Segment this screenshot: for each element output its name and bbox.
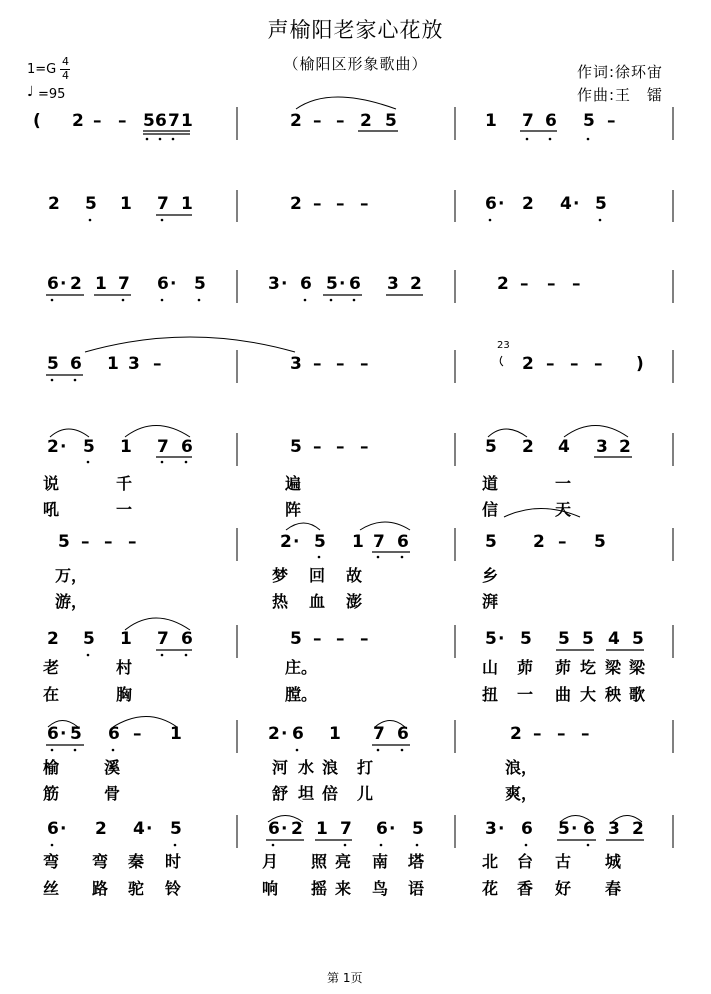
note: 1 xyxy=(120,629,132,649)
note: 5 xyxy=(83,629,95,649)
note: · xyxy=(573,194,580,214)
note: 6 xyxy=(181,629,193,649)
note: 5 xyxy=(85,194,97,214)
note: 5 xyxy=(520,629,532,649)
note: 5 xyxy=(485,629,497,649)
lyric-syllable: 鸟 xyxy=(372,879,389,898)
tempo-marking: =95 xyxy=(38,87,66,102)
note: – xyxy=(336,194,345,214)
note: – xyxy=(557,724,566,744)
note: 5 xyxy=(326,274,338,294)
lyric-syllable: 澎 xyxy=(346,592,363,611)
lyric-syllable: 摇 xyxy=(311,879,328,898)
note: 5 xyxy=(83,437,95,457)
note: 2 xyxy=(619,437,631,457)
note: 4 xyxy=(560,194,572,214)
note: 2 xyxy=(268,724,280,744)
note: · xyxy=(571,819,578,839)
lyric-syllable: 驼 xyxy=(128,879,145,898)
lyric-syllable: 花 xyxy=(482,879,499,898)
lyric-syllable: 梁 xyxy=(605,658,622,677)
lyric-syllable: 曲 xyxy=(555,685,572,704)
note: · xyxy=(281,274,288,294)
note: · xyxy=(498,819,505,839)
note: – xyxy=(546,354,555,374)
note: 3 xyxy=(485,819,497,839)
note: 6 xyxy=(155,111,167,131)
lyric-syllable: 路 xyxy=(92,879,109,898)
note: 5 xyxy=(595,194,607,214)
lyric-syllable: 千 xyxy=(116,474,133,493)
note: 3 xyxy=(387,274,399,294)
note: 2 xyxy=(290,194,302,214)
grace-note: 23 xyxy=(497,340,510,351)
song-title: 声榆阳老家心花放 xyxy=(267,18,444,42)
lyric-syllable: 弯 xyxy=(43,852,60,871)
note: 5 xyxy=(594,532,606,552)
note: 6 xyxy=(47,819,59,839)
lyric-syllable: 语 xyxy=(408,879,425,898)
note: 6 xyxy=(157,274,169,294)
note: 6 xyxy=(108,724,120,744)
lyric-syllable: 铃 xyxy=(165,879,182,898)
note: – xyxy=(336,354,345,374)
note: 7 xyxy=(522,111,534,131)
note: 7 xyxy=(157,629,169,649)
note: 1 xyxy=(181,111,193,131)
note: · xyxy=(339,274,346,294)
note: 2 xyxy=(522,354,534,374)
note: – xyxy=(313,194,322,214)
lyric-syllable: 热 xyxy=(272,592,289,611)
note: 1 xyxy=(95,274,107,294)
note: 6 xyxy=(181,437,193,457)
note: 7 xyxy=(168,111,180,131)
note: · xyxy=(498,629,505,649)
note: – xyxy=(360,354,369,374)
note: – xyxy=(313,437,322,457)
lyric-syllable: 乡 xyxy=(482,566,499,585)
note: 5 xyxy=(485,532,497,552)
note: – xyxy=(336,111,345,131)
lyric-syllable: 春 xyxy=(605,879,622,898)
note: 1 xyxy=(120,194,132,214)
note: 7 xyxy=(157,194,169,214)
note: 2 xyxy=(48,194,60,214)
note: 6 xyxy=(397,724,409,744)
note: · xyxy=(60,724,67,744)
note: 2 xyxy=(70,274,82,294)
note: · xyxy=(498,194,505,214)
lyric-syllable: 茆 xyxy=(555,658,572,677)
note: – xyxy=(558,532,567,552)
note: – xyxy=(313,354,322,374)
note: 3 xyxy=(596,437,608,457)
lyric-syllable: 信 xyxy=(482,500,499,519)
lyric-syllable: 亮 xyxy=(335,852,352,871)
lyric-syllable: 梁 xyxy=(629,658,646,677)
lyric-syllable: 阵 xyxy=(285,500,302,519)
note: 5 xyxy=(290,437,302,457)
note: 1 xyxy=(181,194,193,214)
composer-credit: 作曲:王 镭 xyxy=(577,86,664,104)
note: 5 xyxy=(314,532,326,552)
note: · xyxy=(281,724,288,744)
note: 5 xyxy=(194,274,206,294)
note: · xyxy=(281,819,288,839)
lyric-syllable: 胸 xyxy=(116,685,133,704)
note: 5 xyxy=(558,819,570,839)
lyric-syllable: 好 xyxy=(555,879,572,898)
note: – xyxy=(570,354,579,374)
note: ( xyxy=(33,111,41,131)
quarter-note-icon: ♩ xyxy=(27,84,34,100)
lyric-syllable: 儿 xyxy=(357,784,374,803)
note: 7 xyxy=(157,437,169,457)
lyric-syllable: 骨 xyxy=(104,784,121,803)
note: 5 xyxy=(558,629,570,649)
lyric-syllable: 天 xyxy=(555,500,572,519)
note: 1 xyxy=(329,724,341,744)
note: 7 xyxy=(373,532,385,552)
lyric-syllable: 浪 xyxy=(322,758,339,777)
key-signature: 1=G xyxy=(27,62,57,77)
note: 5 xyxy=(170,819,182,839)
lyric-syllable: 时 xyxy=(165,852,182,871)
note: 3 xyxy=(608,819,620,839)
note: 2 xyxy=(522,437,534,457)
lyric-syllable: 溪 xyxy=(104,758,121,777)
song-subtitle: （榆阳区形象歌曲） xyxy=(283,55,428,73)
lyric-syllable: 城 xyxy=(605,852,622,871)
note: 3 xyxy=(268,274,280,294)
note: – xyxy=(547,274,556,294)
note: 2 xyxy=(510,724,522,744)
lyric-syllable: 膛。 xyxy=(285,685,318,704)
lyric-syllable: 歌 xyxy=(629,685,646,704)
lyricist-credit: 作词:徐环宙 xyxy=(577,63,664,81)
note: – xyxy=(360,194,369,214)
note: 1 xyxy=(352,532,364,552)
note: 1 xyxy=(170,724,182,744)
lyric-syllable: 扭 xyxy=(482,685,499,704)
note: – xyxy=(93,111,102,131)
note: 2 xyxy=(533,532,545,552)
note: – xyxy=(581,724,590,744)
note: 5 xyxy=(485,437,497,457)
note: 2 xyxy=(290,111,302,131)
note: 6 xyxy=(521,819,533,839)
note: – xyxy=(118,111,127,131)
note: – xyxy=(133,724,142,744)
time-signature-bottom: 4 xyxy=(62,69,69,82)
note: 7 xyxy=(340,819,352,839)
note: 6 xyxy=(47,724,59,744)
note: – xyxy=(336,629,345,649)
lyric-syllable: 台 xyxy=(517,852,534,871)
lyric-syllable: 河 xyxy=(272,758,289,777)
lyric-syllable: 说 xyxy=(43,474,60,493)
time-signature-top: 4 xyxy=(62,55,69,68)
note: 6 xyxy=(70,354,82,374)
lyric-syllable: 弯 xyxy=(92,852,109,871)
page-number: 第 1页 xyxy=(327,971,363,985)
lyric-syllable: 爽， xyxy=(505,784,538,803)
note: 5 xyxy=(385,111,397,131)
note: – xyxy=(104,532,113,552)
note: 5 xyxy=(70,724,82,744)
lyric-syllable: 大 xyxy=(580,685,597,704)
note: 2 xyxy=(360,111,372,131)
note: 2 xyxy=(47,629,59,649)
lyric-syllable: 湃 xyxy=(482,592,499,611)
note: 6 xyxy=(292,724,304,744)
note: 2 xyxy=(632,819,644,839)
note: 6 xyxy=(300,274,312,294)
lyric-syllable: 村 xyxy=(116,658,133,677)
note: – xyxy=(153,354,162,374)
lyric-syllable: 月 xyxy=(262,852,279,871)
note: 5 xyxy=(143,111,155,131)
note: 2 xyxy=(410,274,422,294)
note: 6 xyxy=(47,274,59,294)
lyric-syllable: 倍 xyxy=(322,784,339,803)
lyric-syllable: 血 xyxy=(309,592,326,611)
lyric-syllable: 浪， xyxy=(505,758,538,777)
note: 6 xyxy=(349,274,361,294)
lyric-syllable: 古 xyxy=(555,852,572,871)
note: – xyxy=(607,111,616,131)
lyric-syllable: 坦 xyxy=(298,784,315,803)
note: 3 xyxy=(290,354,302,374)
note: ) xyxy=(636,354,644,374)
note: 6 xyxy=(376,819,388,839)
note: 1 xyxy=(485,111,497,131)
note: 1 xyxy=(316,819,328,839)
lyric-syllable: 梦 xyxy=(272,566,289,585)
note: · xyxy=(146,819,153,839)
beam-underlines xyxy=(46,131,644,840)
lyric-syllable: 故 xyxy=(346,566,363,585)
note: – xyxy=(572,274,581,294)
note: · xyxy=(60,819,67,839)
lyric-syllable: 遍 xyxy=(285,474,302,493)
note: 4 xyxy=(558,437,570,457)
lyric-syllable: 打 xyxy=(357,758,374,777)
lyric-syllable: 吼 xyxy=(43,500,60,519)
note: 5 xyxy=(582,629,594,649)
note: 5 xyxy=(58,532,70,552)
note: 6 xyxy=(583,819,595,839)
slurs xyxy=(48,97,642,822)
note: 5 xyxy=(632,629,644,649)
note: 1 xyxy=(120,437,132,457)
note: 7 xyxy=(373,724,385,744)
lyric-syllable: 舒 xyxy=(272,784,289,803)
lyric-syllable: 道 xyxy=(482,474,499,493)
note: 2 xyxy=(72,111,84,131)
lyric-syllable: 照 xyxy=(311,852,328,871)
lyric-syllable: 老 xyxy=(43,658,60,677)
note: 2 xyxy=(497,274,509,294)
lyric-syllable: 丝 xyxy=(43,879,60,898)
note: · xyxy=(60,274,67,294)
note: 5 xyxy=(412,819,424,839)
lyric-syllable: 榆 xyxy=(43,758,60,777)
note: 5 xyxy=(47,354,59,374)
grace-note-hook xyxy=(500,356,503,366)
note: – xyxy=(313,111,322,131)
lyric-syllable: 游， xyxy=(55,592,88,611)
note: · xyxy=(60,437,67,457)
note: 2 xyxy=(522,194,534,214)
lyric-syllable: 筋 xyxy=(43,784,60,803)
lyric-syllable: 在 xyxy=(43,685,60,704)
lyric-syllable: 万， xyxy=(55,566,88,585)
note: 2 xyxy=(95,819,107,839)
note: 1 xyxy=(107,354,119,374)
note: – xyxy=(360,437,369,457)
note: 6 xyxy=(485,194,497,214)
note: – xyxy=(81,532,90,552)
note: 6 xyxy=(397,532,409,552)
lyric-syllable: 塔 xyxy=(408,852,425,871)
note: · xyxy=(293,532,300,552)
lyric-syllable: 秧 xyxy=(605,685,622,704)
note: – xyxy=(594,354,603,374)
lyric-syllable: 北 xyxy=(482,852,499,871)
note: 2 xyxy=(47,437,59,457)
lyric-syllable: 庄。 xyxy=(285,658,318,677)
octave-dots xyxy=(51,138,602,847)
note: – xyxy=(533,724,542,744)
lyric-syllable: 响 xyxy=(262,879,279,898)
note: · xyxy=(389,819,396,839)
note: 3 xyxy=(128,354,140,374)
lyric-syllable: 一 xyxy=(116,500,133,519)
lyric-syllable: 回 xyxy=(309,566,326,585)
note: – xyxy=(313,629,322,649)
lyric-syllable: 秦 xyxy=(128,852,145,871)
note: – xyxy=(360,629,369,649)
barlines xyxy=(237,107,673,848)
note: 5 xyxy=(583,111,595,131)
note: 2 xyxy=(280,532,292,552)
note: 6 xyxy=(268,819,280,839)
lyric-syllable: 一 xyxy=(555,474,572,493)
lyric-syllable: 茆 xyxy=(517,658,534,677)
lyric-syllable: 山 xyxy=(482,658,499,677)
note: · xyxy=(170,274,177,294)
note: 4 xyxy=(133,819,145,839)
note: 5 xyxy=(290,629,302,649)
note: 2 xyxy=(291,819,303,839)
note: – xyxy=(336,437,345,457)
note: – xyxy=(520,274,529,294)
note: 4 xyxy=(608,629,620,649)
lyric-syllable: 香 xyxy=(517,879,534,898)
lyric-syllable: 来 xyxy=(335,879,352,898)
note: – xyxy=(128,532,137,552)
lyric-syllable: 圪 xyxy=(580,658,597,677)
note: 6 xyxy=(545,111,557,131)
lyric-syllable: 南 xyxy=(372,852,389,871)
lyric-syllable: 水 xyxy=(298,758,315,777)
lyric-syllable: 一 xyxy=(517,685,534,704)
note: 7 xyxy=(118,274,130,294)
